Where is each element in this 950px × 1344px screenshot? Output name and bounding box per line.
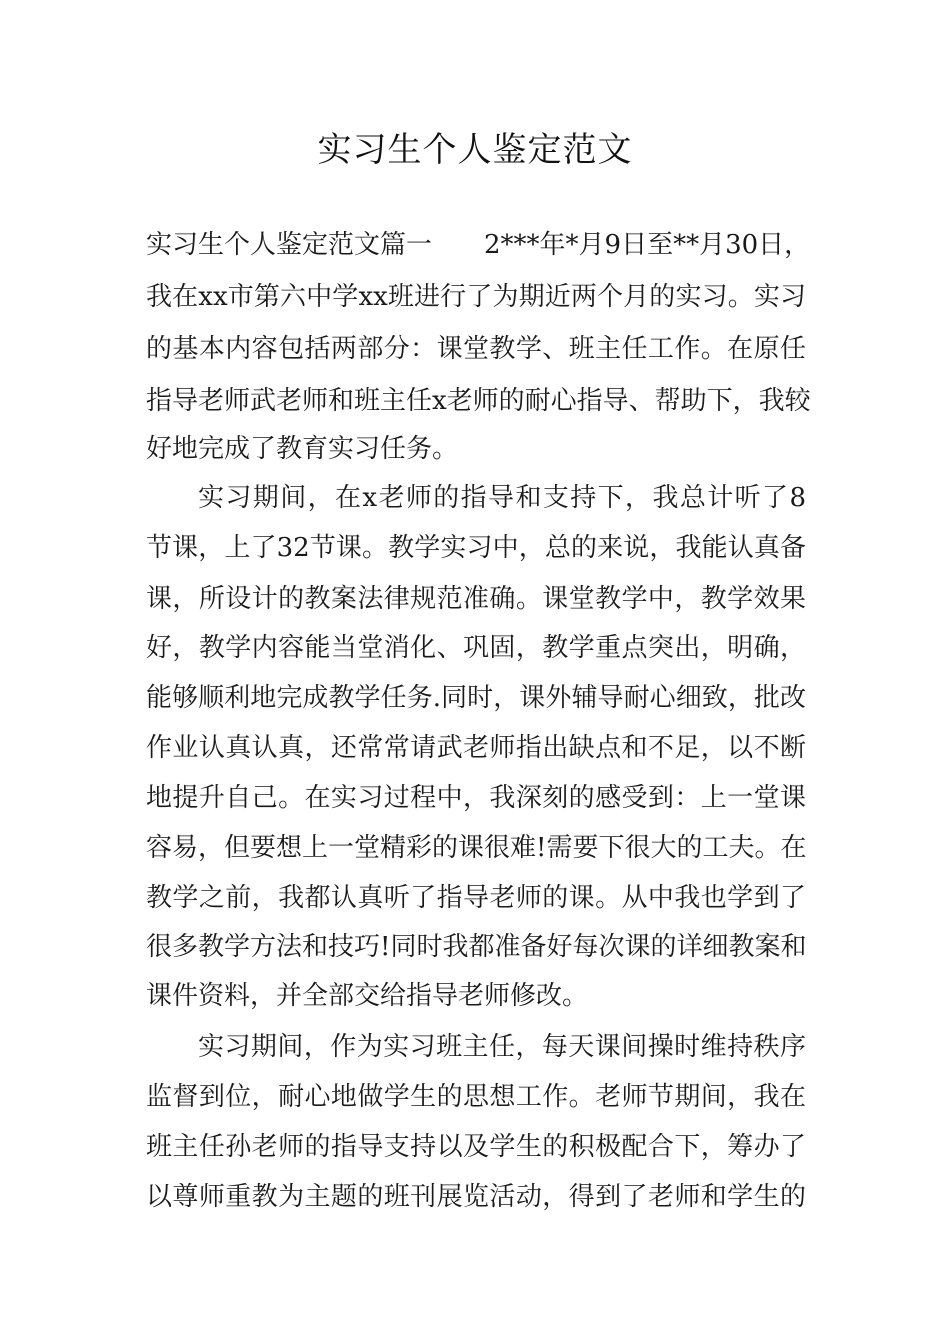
paragraph-line: 教学之前，我都认真听了指导老师的课。从中我也学到了 [146,883,806,913]
paragraph-line: 监督到位，耐心地做学生的思想工作。老师节期间，我在 [146,1082,806,1112]
paragraph-line: 实习期间，作为实习班主任，每天课间操时维持秩序 [198,1032,806,1062]
paragraph-line: 实习生个人鉴定范文篇一 2***年*月9日至**月30日， [146,230,811,260]
paragraph-line: 好，教学内容能当堂消化、巩固，教学重点突出，明确， [146,633,806,663]
paragraph-line: 实习期间，在x老师的指导和支持下，我总计听了8 [198,483,806,513]
document-title: 实习生个人鉴定范文 [317,130,633,170]
paragraph-line: 地提升自己。在实习过程中，我深刻的感受到：上一堂课 [146,783,806,813]
paragraph-line: 作业认真认真，还常常请武老师指出缺点和不足，以不断 [146,733,806,763]
paragraph-line: 以尊师重教为主题的班刊展览活动，得到了老师和学生的 [146,1182,806,1212]
paragraph-line: 容易，但要想上一堂精彩的课很难!需要下很大的工夫。在 [146,833,807,863]
paragraph-line: 节课，上了32节课。教学实习中，总的来说，我能认真备 [146,533,806,563]
paragraph-line: 指导老师武老师和班主任x老师的耐心指导、帮助下，我较 [146,386,811,416]
paragraph-line: 能够顺利地完成教学任务.同时，课外辅导耐心细致，批改 [146,683,806,713]
paragraph-line: 的基本内容包括两部分：课堂教学、班主任工作。在原任 [146,334,806,364]
paragraph-line: 很多教学方法和技巧!同时我都准备好每次课的详细教案和 [146,932,807,962]
paragraph-line: 班主任孙老师的指导支持以及学生的积极配合下，筹办了 [146,1132,806,1162]
paragraph-line: 课件资料，并全部交给指导老师修改。 [146,981,589,1011]
paragraph-line: 好地完成了教育实习任务。 [146,434,459,464]
paragraph-line: 我在xx市第六中学xx班进行了为期近两个月的实习。实习 [146,282,806,312]
paragraph-line: 课，所设计的教案法律规范准确。课堂教学中，教学效果 [146,584,806,614]
